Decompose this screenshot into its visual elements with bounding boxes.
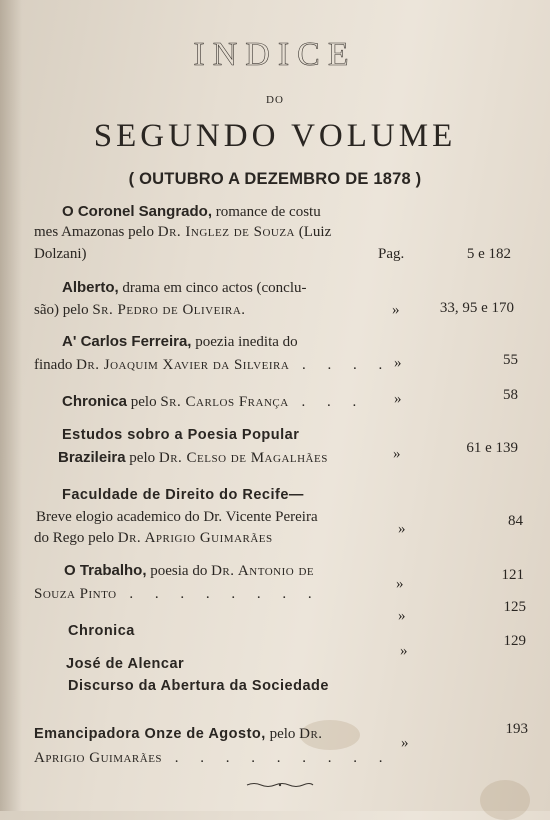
toc-entry-line <box>34 748 392 768</box>
entry-title: Brazileira <box>58 449 126 466</box>
toc-entry-line <box>66 654 184 674</box>
page-marker: » <box>394 355 402 371</box>
page-numbers: 84 <box>508 513 523 529</box>
entry-title: Faculdade de Direito do Recife— <box>62 487 304 503</box>
page-title: INDICE <box>193 36 357 73</box>
entry-author: Souza Pinto <box>34 586 117 602</box>
title-connector: DO <box>266 94 284 106</box>
entry-title: A' Carlos Ferreira, <box>62 333 192 350</box>
entry-title: Chronica <box>68 623 135 639</box>
page-numbers: 58 <box>503 387 518 403</box>
toc-entry-line <box>62 278 307 298</box>
entry-text: finado <box>34 357 77 373</box>
toc-entry-line <box>34 300 254 320</box>
toc-entry-line <box>58 448 328 468</box>
toc-entry-line <box>62 392 365 412</box>
entry-text: são) pelo <box>34 302 93 318</box>
entry-text: Breve elogio academico do Dr. Vicente Pereira <box>36 509 318 525</box>
page-numbers: 33, 95 e 170 <box>439 300 514 316</box>
entry-author: Sr. Carlos França <box>160 394 289 410</box>
toc-entry-line <box>68 621 135 641</box>
page-marker: Pag. <box>378 246 405 262</box>
page-numbers: 129 <box>503 633 526 649</box>
toc-entry-line <box>64 561 314 581</box>
leader-dots: . <box>241 302 255 318</box>
leader-dots: . . . . . . . . <box>116 586 321 602</box>
entry-text: romance de costu <box>212 204 321 220</box>
toc-entry-line <box>68 676 329 696</box>
page-numbers: 5 e 182 <box>466 246 511 262</box>
page-marker: » <box>394 391 402 407</box>
entry-author: Dr. <box>299 726 323 742</box>
toc-entry-line <box>62 332 298 352</box>
toc-entry-line <box>62 425 299 445</box>
leader-dots: . . . . . . . . . <box>162 750 392 766</box>
page-marker: » <box>393 446 401 462</box>
toc-entry-line <box>62 202 321 222</box>
entry-author: Dr. Aprigio Guimarães <box>117 530 273 546</box>
page-marker: » <box>396 576 404 592</box>
toc-entry-line <box>34 244 86 264</box>
toc-entry-line <box>34 222 331 242</box>
entry-text: (Luiz <box>295 224 332 240</box>
entry-title: Alberto, <box>62 279 119 296</box>
end-ornament <box>245 782 315 788</box>
entry-text: drama em cinco actos (conclu- <box>118 280 307 296</box>
entry-text: pelo <box>125 450 159 466</box>
entry-title: José de Alencar <box>66 656 185 672</box>
date-range: ( OUTUBRO A DEZEMBRO DE 1878 ) <box>128 170 422 188</box>
entry-text: mes Amazonas pelo <box>34 224 158 240</box>
page-marker: » <box>400 643 408 659</box>
entry-title: O Coronel Sangrado, <box>62 203 213 220</box>
toc-entry-line <box>34 355 391 375</box>
entry-title: Emancipadora Onze de Agosto, <box>34 726 266 742</box>
toc-entry-line <box>34 584 321 604</box>
entry-text: poezia inedita do <box>191 334 298 350</box>
entry-title: Estudos sobro a Poesia Popular <box>62 427 300 443</box>
page-numbers: 125 <box>503 599 526 615</box>
entry-author: Sr. Pedro de Oliveira <box>92 302 242 318</box>
entry-text: do Rego pelo <box>34 530 118 546</box>
page-marker: » <box>401 735 409 751</box>
entry-author: Dr. Joaquim Xavier da Silveira <box>76 357 290 373</box>
toc-entry-line <box>34 528 273 548</box>
entry-author: Dr. Celso de Magalhães <box>158 450 328 466</box>
page-marker: » <box>392 302 400 318</box>
page-numbers: 121 <box>501 567 524 583</box>
leader-dots: . . . <box>288 394 366 410</box>
page-marker: » <box>398 521 406 537</box>
entry-text: pelo <box>127 394 161 410</box>
page-numbers: 61 e 139 <box>466 440 518 456</box>
paper-stain <box>480 780 530 820</box>
entry-author: Dr. Antonio de <box>211 563 315 579</box>
toc-entry-line <box>36 507 318 527</box>
entry-text: Dolzani) <box>34 246 87 262</box>
entry-text: poesia do <box>146 563 212 579</box>
entry-title: Discurso da Abertura da Sociedade <box>68 678 329 694</box>
toc-entry-line <box>62 485 304 505</box>
page-marker: » <box>398 608 406 624</box>
entry-title: O Trabalho, <box>64 562 147 579</box>
page-numbers: 193 <box>505 721 528 737</box>
entry-title: Chronica <box>62 393 128 410</box>
page-subtitle: SEGUNDO VOLUME <box>93 118 457 154</box>
page-numbers: 55 <box>503 352 518 368</box>
entry-text: pelo <box>265 726 300 742</box>
leader-dots: . . . . <box>289 357 392 373</box>
toc-entry-line <box>34 724 323 744</box>
entry-author: Dr. Inglez de Souza <box>157 224 296 240</box>
entry-author: Aprigio Guimarães <box>34 750 163 766</box>
